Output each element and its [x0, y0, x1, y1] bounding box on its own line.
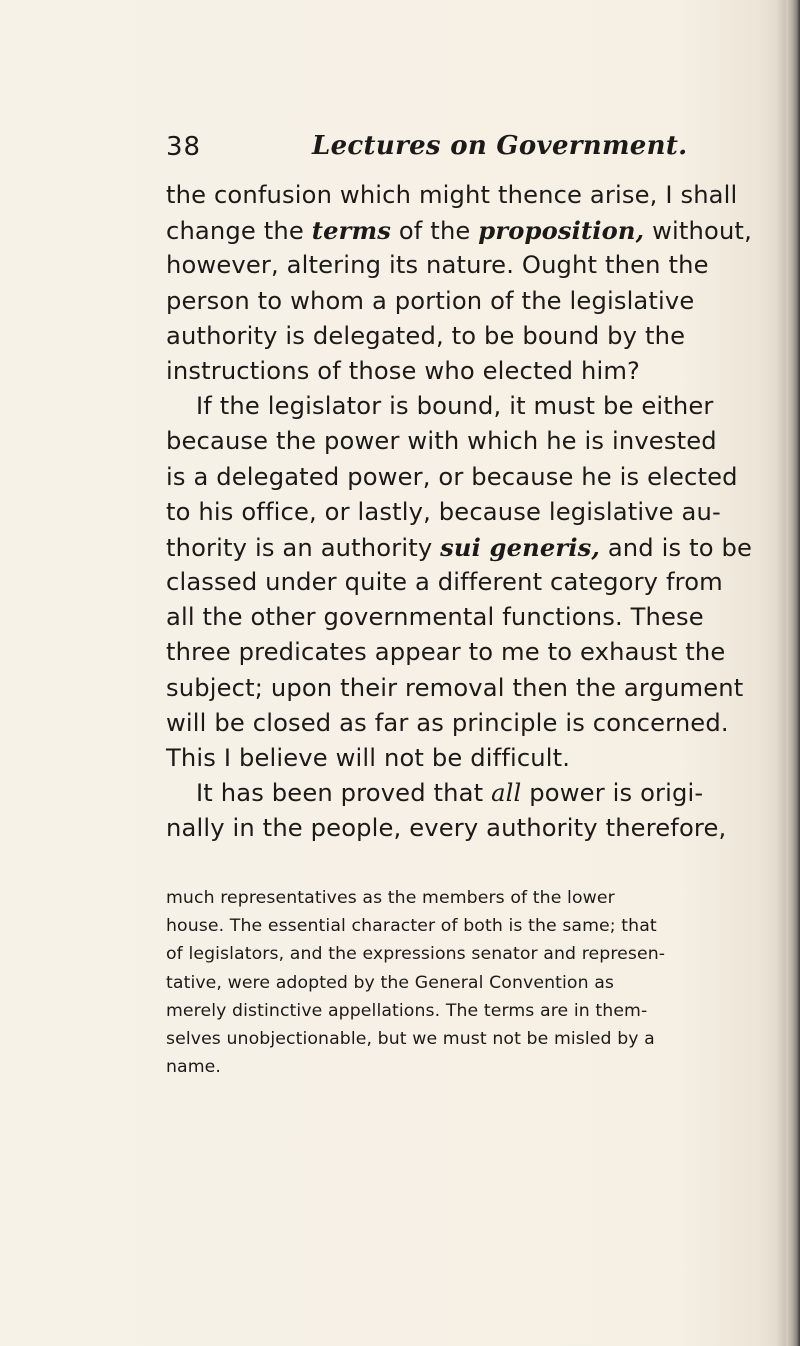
- text-line: classed under quite a different category from: [166, 568, 723, 597]
- body-text: [166, 178, 766, 847]
- text-line: three predicates appear to me to exhaust the: [166, 638, 726, 667]
- text-line: because the power with which he is invested: [166, 427, 717, 456]
- text-line: nally in the people, every authority therefore,: [166, 814, 727, 843]
- footnote-line: name.: [166, 1057, 222, 1078]
- footnote: [166, 884, 766, 1081]
- emphasis-terms: terms: [311, 216, 392, 246]
- text-line: subject; upon their removal then the argument: [166, 673, 744, 702]
- footnote-line: house. The essential character of both is the same; that: [166, 916, 657, 937]
- paragraph-start-line: If the legislator is bound, it must be either: [196, 392, 714, 421]
- text-line: however, altering its nature. Ought then the: [166, 251, 709, 280]
- text-line: authority is delegated, to be bound by the: [166, 321, 686, 350]
- text-line: person to whom a portion of the legislative: [166, 286, 695, 315]
- footnote-line: tative, were adopted by the General Convention as: [166, 972, 615, 993]
- paragraph-start-line: It has been proved that all power is origi-: [196, 779, 704, 808]
- text-line: the confusion which might thence arise, I shall: [166, 181, 738, 209]
- emphasis-sui-generis: sui generis,: [440, 532, 600, 562]
- text-line: thority is an authority sui generis, and is to be: [166, 532, 753, 562]
- text-line: This I believe will not be difficult.: [166, 744, 571, 772]
- text-line: instructions of those who elected him?: [166, 356, 641, 385]
- text-line: is a delegated power, or because he is elected: [166, 462, 738, 491]
- emphasis-proposition: proposition,: [478, 216, 645, 246]
- running-head: [166, 132, 746, 164]
- text-line: to his office, or lastly, because legislative au-: [166, 497, 721, 526]
- page-number: 38: [166, 132, 202, 162]
- footnote-line: selves unobjectionable, but we must not be misled by a: [166, 1028, 655, 1049]
- binding-shadow: [776, 0, 786, 1346]
- footnote-line: much representatives as the members of the lower: [166, 888, 615, 908]
- running-title: Lectures on Government.: [312, 131, 688, 161]
- footnote-line: merely distinctive appellations. The terms are in them-: [166, 1000, 648, 1021]
- text-line: all the other governmental functions. These: [166, 603, 704, 632]
- text-line: change the terms of the proposition, without,: [166, 216, 752, 246]
- text-line: will be closed as far as principle is concerned.: [166, 708, 729, 737]
- binding-edge: [786, 0, 800, 1346]
- footnote-line: of legislators, and the expressions senator and represen-: [166, 944, 666, 965]
- emphasis-all: all: [491, 779, 522, 808]
